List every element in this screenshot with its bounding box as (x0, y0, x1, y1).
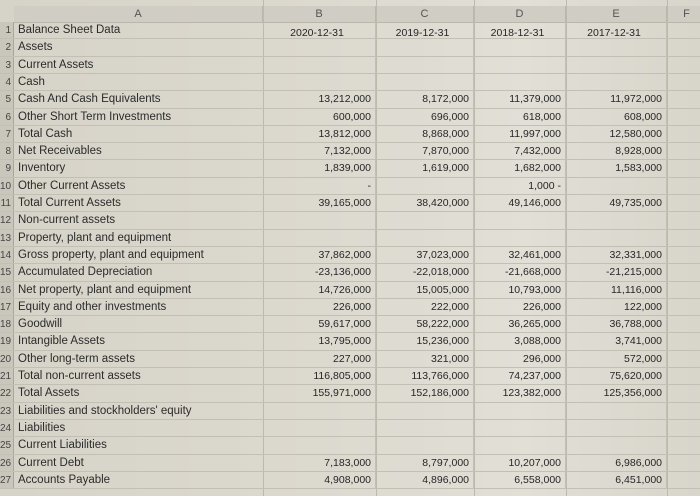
value-cell-e[interactable]: 608,000 (566, 109, 667, 125)
value-cell-d[interactable] (474, 437, 566, 453)
row-label-cell[interactable]: Inventory (18, 162, 66, 175)
row-label-cell[interactable]: Accumulated Depreciation (18, 266, 153, 279)
value-cell-e[interactable] (566, 57, 667, 73)
sheet-row[interactable] (0, 282, 700, 299)
value-cell-c[interactable]: 15,236,000 (376, 333, 474, 349)
row-number[interactable]: 12 (0, 212, 14, 228)
value-cell-c[interactable]: 8,797,000 (376, 455, 474, 471)
row-number[interactable]: 2 (0, 39, 14, 55)
sheet-row[interactable] (0, 178, 700, 195)
value-cell-b[interactable]: 39,165,000 (263, 195, 376, 211)
value-cell-b[interactable]: 600,000 (263, 109, 376, 125)
row-number[interactable]: 1 (0, 22, 14, 38)
value-cell-b[interactable] (263, 420, 376, 436)
row-number[interactable]: 17 (0, 299, 14, 315)
value-cell-d[interactable]: 10,793,000 (474, 282, 566, 298)
value-cell-c[interactable]: 4,896,000 (376, 472, 474, 488)
value-cell-b[interactable]: 13,212,000 (263, 91, 376, 107)
value-cell-b[interactable] (263, 39, 376, 55)
row-number[interactable]: 3 (0, 57, 14, 73)
value-cell-c[interactable] (376, 230, 474, 246)
column-header-a[interactable]: A (14, 6, 263, 23)
value-cell-c[interactable] (376, 437, 474, 453)
row-label-cell[interactable]: Other long-term assets (18, 352, 135, 365)
value-cell-e[interactable] (566, 178, 667, 194)
sheet-row[interactable] (0, 74, 700, 91)
row-number[interactable]: 5 (0, 91, 14, 107)
value-cell-d[interactable]: 74,237,000 (474, 368, 566, 384)
value-cell-b[interactable] (263, 212, 376, 228)
row-number[interactable]: 23 (0, 403, 14, 419)
value-cell-b[interactable] (263, 230, 376, 246)
value-cell-d[interactable]: 123,382,000 (474, 385, 566, 401)
value-cell-c[interactable] (376, 420, 474, 436)
row-number[interactable]: 19 (0, 333, 14, 349)
sheet-row[interactable] (0, 299, 700, 316)
sheet-row[interactable] (0, 212, 700, 229)
sheet-row[interactable] (0, 109, 700, 126)
row-label-cell[interactable]: Equity and other investments (18, 300, 167, 313)
sheet-row[interactable] (0, 91, 700, 108)
value-cell-b[interactable]: 7,132,000 (263, 143, 376, 159)
row-number[interactable]: 9 (0, 160, 14, 176)
value-cell-e[interactable]: 122,000 (566, 299, 667, 315)
row-number[interactable]: 4 (0, 74, 14, 90)
value-cell-d[interactable]: 36,265,000 (474, 316, 566, 332)
value-cell-b[interactable]: 59,617,000 (263, 316, 376, 332)
row-number[interactable]: 18 (0, 316, 14, 332)
value-cell-e[interactable]: 11,116,000 (566, 282, 667, 298)
value-cell-c[interactable] (376, 74, 474, 90)
value-cell-e[interactable]: 11,972,000 (566, 91, 667, 107)
sheet-row[interactable] (0, 39, 700, 56)
value-cell-b[interactable]: 7,183,000 (263, 455, 376, 471)
row-number[interactable]: 7 (0, 126, 14, 142)
row-number[interactable]: 15 (0, 264, 14, 280)
row-label-cell[interactable]: Balance Sheet Data (18, 24, 121, 36)
value-cell-b[interactable]: 1,839,000 (263, 160, 376, 176)
row-number[interactable]: 22 (0, 385, 14, 401)
value-cell-e[interactable] (566, 437, 667, 453)
value-cell-c[interactable]: 8,868,000 (376, 126, 474, 142)
value-cell-b[interactable]: 14,726,000 (263, 282, 376, 298)
value-cell-c[interactable] (376, 178, 474, 194)
value-cell-c[interactable]: 696,000 (376, 109, 474, 125)
value-cell-c[interactable]: 8,172,000 (376, 91, 474, 107)
sheet-row[interactable] (0, 143, 700, 160)
value-cell-b[interactable]: 116,805,000 (263, 368, 376, 384)
row-label-cell[interactable]: Net property, plant and equipment (18, 283, 192, 296)
date-header-c[interactable]: 2019-12-31 (376, 22, 474, 38)
value-cell-e[interactable]: 49,735,000 (566, 195, 667, 211)
row-label-cell[interactable]: Current Debt (18, 456, 84, 469)
value-cell-c[interactable]: 15,005,000 (376, 282, 474, 298)
value-cell-c[interactable]: 38,420,000 (376, 195, 474, 211)
sheet-row[interactable] (0, 420, 700, 437)
value-cell-e[interactable] (566, 39, 667, 55)
sheet-row[interactable] (0, 455, 700, 472)
row-label-cell[interactable]: Gross property, plant and equipment (18, 248, 204, 261)
row-label-cell[interactable]: Goodwill (18, 318, 63, 331)
row-label-cell[interactable]: Total Assets (18, 387, 80, 400)
value-cell-b[interactable]: -23,136,000 (263, 264, 376, 280)
value-cell-b[interactable]: 227,000 (263, 351, 376, 367)
value-cell-e[interactable]: 125,356,000 (566, 385, 667, 401)
value-cell-d[interactable]: 296,000 (474, 351, 566, 367)
column-header-c[interactable]: C (376, 6, 474, 23)
value-cell-e[interactable]: 3,741,000 (566, 333, 667, 349)
row-number[interactable]: 14 (0, 247, 14, 263)
row-label-cell[interactable]: Total Cash (18, 127, 73, 140)
row-number[interactable]: 25 (0, 437, 14, 453)
value-cell-c[interactable]: 152,186,000 (376, 385, 474, 401)
sheet-row[interactable] (0, 230, 700, 247)
sheet-row[interactable] (0, 195, 700, 212)
value-cell-d[interactable]: 7,432,000 (474, 143, 566, 159)
value-cell-e[interactable] (566, 420, 667, 436)
value-cell-b[interactable] (263, 403, 376, 419)
value-cell-e[interactable]: 6,986,000 (566, 455, 667, 471)
value-cell-c[interactable]: 58,222,000 (376, 316, 474, 332)
value-cell-e[interactable] (566, 230, 667, 246)
sheet-row[interactable] (0, 160, 700, 177)
sheet-row[interactable] (0, 22, 700, 39)
value-cell-d[interactable]: 1,000 - (474, 178, 566, 194)
value-cell-b[interactable]: 4,908,000 (263, 472, 376, 488)
row-number[interactable]: 13 (0, 230, 14, 246)
row-number[interactable]: 26 (0, 455, 14, 471)
sheet-row[interactable] (0, 351, 700, 368)
date-header-e[interactable]: 2017-12-31 (566, 22, 667, 38)
row-label-cell[interactable]: Net Receivables (18, 145, 102, 158)
row-label-cell[interactable]: Other Current Assets (18, 179, 126, 192)
value-cell-e[interactable]: 572,000 (566, 351, 667, 367)
sheet-row[interactable] (0, 264, 700, 281)
value-cell-c[interactable]: 37,023,000 (376, 247, 474, 263)
value-cell-d[interactable] (474, 403, 566, 419)
row-label-cell[interactable]: Non-current assets (18, 214, 116, 227)
value-cell-b[interactable] (263, 57, 376, 73)
value-cell-d[interactable]: 10,207,000 (474, 455, 566, 471)
value-cell-e[interactable]: 8,928,000 (566, 143, 667, 159)
value-cell-b[interactable] (263, 437, 376, 453)
value-cell-c[interactable]: 7,870,000 (376, 143, 474, 159)
value-cell-e[interactable] (566, 74, 667, 90)
value-cell-d[interactable] (474, 212, 566, 228)
sheet-row[interactable] (0, 472, 700, 489)
row-number[interactable]: 11 (0, 195, 14, 211)
row-label-cell[interactable]: Current Liabilities (18, 439, 107, 452)
column-header-d[interactable]: D (474, 6, 566, 23)
value-cell-d[interactable]: 49,146,000 (474, 195, 566, 211)
value-cell-b[interactable]: 13,812,000 (263, 126, 376, 142)
date-header-b[interactable]: 2020-12-31 (263, 22, 376, 38)
value-cell-e[interactable] (566, 212, 667, 228)
value-cell-b[interactable]: - (263, 178, 376, 194)
sheet-row[interactable] (0, 57, 700, 74)
row-number[interactable]: 24 (0, 420, 14, 436)
date-header-d[interactable]: 2018-12-31 (474, 22, 566, 38)
sheet-row[interactable] (0, 333, 700, 350)
value-cell-d[interactable] (474, 420, 566, 436)
value-cell-d[interactable]: 32,461,000 (474, 247, 566, 263)
value-cell-b[interactable]: 155,971,000 (263, 385, 376, 401)
value-cell-b[interactable]: 37,862,000 (263, 247, 376, 263)
value-cell-e[interactable]: 12,580,000 (566, 126, 667, 142)
value-cell-b[interactable] (263, 74, 376, 90)
value-cell-c[interactable] (376, 39, 474, 55)
row-label-cell[interactable]: Current Assets (18, 58, 94, 71)
row-label-cell[interactable]: Accounts Payable (18, 473, 111, 486)
value-cell-c[interactable] (376, 403, 474, 419)
value-cell-e[interactable]: -21,215,000 (566, 264, 667, 280)
value-cell-d[interactable]: 6,558,000 (474, 472, 566, 488)
row-number[interactable]: 16 (0, 282, 14, 298)
column-header-e[interactable]: E (566, 6, 667, 23)
value-cell-c[interactable]: -22,018,000 (376, 264, 474, 280)
value-cell-d[interactable] (474, 39, 566, 55)
row-number[interactable]: 21 (0, 368, 14, 384)
value-cell-d[interactable]: 3,088,000 (474, 333, 566, 349)
value-cell-e[interactable]: 36,788,000 (566, 316, 667, 332)
value-cell-d[interactable]: 618,000 (474, 109, 566, 125)
column-header-b[interactable]: B (263, 6, 376, 23)
row-label-cell[interactable]: Property, plant and equipment (18, 231, 172, 244)
value-cell-d[interactable] (474, 74, 566, 90)
value-cell-b[interactable]: 13,795,000 (263, 333, 376, 349)
value-cell-d[interactable]: 11,997,000 (474, 126, 566, 142)
sheet-row[interactable] (0, 247, 700, 264)
value-cell-c[interactable] (376, 57, 474, 73)
value-cell-d[interactable] (474, 57, 566, 73)
value-cell-c[interactable] (376, 212, 474, 228)
value-cell-c[interactable]: 1,619,000 (376, 160, 474, 176)
row-number[interactable]: 10 (0, 178, 14, 194)
value-cell-c[interactable]: 222,000 (376, 299, 474, 315)
value-cell-b[interactable]: 226,000 (263, 299, 376, 315)
row-label-cell[interactable]: Intangible Assets (18, 335, 105, 348)
row-label-cell[interactable]: Assets (18, 41, 53, 54)
row-number[interactable]: 27 (0, 472, 14, 488)
value-cell-e[interactable]: 32,331,000 (566, 247, 667, 263)
value-cell-c[interactable]: 321,000 (376, 351, 474, 367)
sheet-row[interactable] (0, 385, 700, 402)
value-cell-e[interactable]: 6,451,000 (566, 472, 667, 488)
row-label-cell[interactable]: Liabilities and stockholders' equity (18, 404, 192, 417)
sheet-row[interactable] (0, 126, 700, 143)
sheet-row[interactable] (0, 316, 700, 333)
row-label-cell[interactable]: Total non-current assets (18, 370, 141, 382)
value-cell-d[interactable]: 1,682,000 (474, 160, 566, 176)
row-label-cell[interactable]: Total Current Assets (18, 197, 121, 209)
sheet-row[interactable] (0, 437, 700, 454)
row-number[interactable]: 8 (0, 143, 14, 159)
value-cell-c[interactable]: 113,766,000 (376, 368, 474, 384)
value-cell-e[interactable]: 75,620,000 (566, 368, 667, 384)
value-cell-d[interactable]: 11,379,000 (474, 91, 566, 107)
value-cell-d[interactable] (474, 230, 566, 246)
value-cell-d[interactable]: -21,668,000 (474, 264, 566, 280)
value-cell-e[interactable]: 1,583,000 (566, 160, 667, 176)
row-label-cell[interactable]: Cash (18, 75, 45, 88)
row-label-cell[interactable]: Liabilities (18, 421, 66, 434)
value-cell-e[interactable] (566, 403, 667, 419)
row-label-cell[interactable]: Other Short Term Investments (18, 110, 172, 123)
row-label-cell[interactable]: Cash And Cash Equivalents (18, 93, 161, 106)
row-number[interactable]: 6 (0, 109, 14, 125)
sheet-row[interactable] (0, 403, 700, 420)
row-number[interactable]: 20 (0, 351, 14, 367)
column-header-f[interactable]: F (667, 6, 700, 23)
value-cell-d[interactable]: 226,000 (474, 299, 566, 315)
sheet-row[interactable] (0, 368, 700, 385)
